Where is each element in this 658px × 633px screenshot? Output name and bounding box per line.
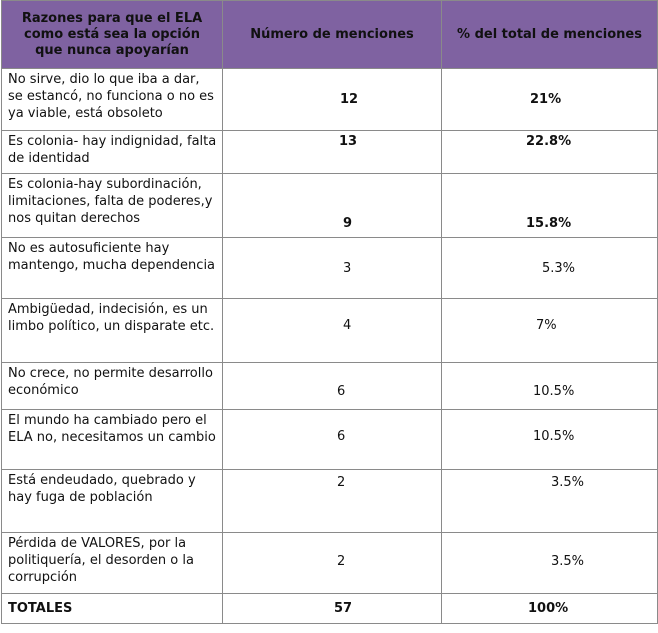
header-reasons: Razones para que el ELA como está sea la opción que nunca apoyarían	[2, 1, 223, 69]
totals-count: 57	[334, 601, 353, 616]
reason-cell: El mundo ha cambiado pero el ELA no, necesitamos un cambio	[2, 410, 223, 470]
percent-value: 5.3%	[542, 261, 576, 276]
count-value: 6	[337, 429, 346, 444]
count-cell	[223, 363, 442, 410]
count-value: 6	[337, 384, 346, 399]
totals-label: TOTALES	[2, 594, 223, 624]
reason-cell: Es colonia-hay subordinación, limitaciones, falta de poderes,y nos quitan derechos	[2, 174, 223, 238]
table-row	[2, 174, 658, 238]
percent-value: 10.5%	[533, 429, 575, 444]
percent-value: 7%	[536, 318, 557, 333]
table-row	[2, 410, 658, 470]
totals-count-cell	[223, 594, 442, 624]
percent-cell	[442, 410, 658, 470]
count-value: 9	[343, 216, 353, 231]
reason-cell: Pérdida de VALORES, por la politiquería, el desorden o la corrupción	[2, 533, 223, 594]
reasons-table	[1, 0, 658, 624]
table-header-row	[2, 1, 658, 69]
percent-cell	[442, 238, 658, 299]
count-value: 2	[337, 475, 346, 490]
percent-cell	[442, 470, 658, 533]
reason-cell: Es colonia- hay indignidad, falta de identidad	[2, 131, 223, 174]
table-row	[2, 363, 658, 410]
count-value: 4	[343, 318, 352, 333]
percent-value: 3.5%	[551, 475, 585, 490]
percent-cell	[442, 174, 658, 238]
table-row	[2, 299, 658, 363]
count-value: 12	[340, 92, 359, 107]
reason-text: Está endeudado, quebrado y hay fuga de población	[8, 473, 196, 505]
reason-cell: No crece, no permite desarrollo económico	[2, 363, 223, 410]
percent-cell	[442, 533, 658, 594]
count-cell	[223, 131, 442, 174]
reason-cell: No sirve, dio lo que iba a dar, se estancó, no funciona o no es ya viable, está obsoleto	[2, 69, 223, 131]
count-value: 2	[337, 554, 346, 569]
table-row	[2, 238, 658, 299]
reason-cell: Ambigüedad, indecisión, es un limbo político, un disparate etc.	[2, 299, 223, 363]
count-cell	[223, 410, 442, 470]
percent-value: 21%	[530, 92, 562, 107]
count-cell	[223, 69, 442, 131]
totals-percent-cell	[442, 594, 658, 624]
percent-cell	[442, 69, 658, 131]
percent-value: 22.8%	[526, 134, 572, 149]
table-row	[2, 533, 658, 594]
count-cell	[223, 238, 442, 299]
table-row	[2, 131, 658, 174]
table-row	[2, 69, 658, 131]
percent-value: 15.8%	[526, 216, 572, 231]
count-cell	[223, 174, 442, 238]
percent-value: 3.5%	[551, 554, 585, 569]
percent-value: 10.5%	[533, 384, 575, 399]
reason-cell	[2, 470, 223, 533]
table-row	[2, 470, 658, 533]
percent-cell	[442, 131, 658, 174]
percent-cell	[442, 363, 658, 410]
count-cell	[223, 533, 442, 594]
count-value: 13	[339, 134, 358, 149]
percent-cell	[442, 299, 658, 363]
count-value: 3	[343, 261, 352, 276]
totals-row	[2, 594, 658, 624]
count-cell	[223, 299, 442, 363]
totals-percent: 100%	[528, 601, 569, 616]
header-percent: % del total de menciones	[442, 1, 658, 69]
count-cell	[223, 470, 442, 533]
reason-cell: No es autosuficiente hay mantengo, mucha dependencia	[2, 238, 223, 299]
header-count: Número de menciones	[223, 1, 442, 69]
